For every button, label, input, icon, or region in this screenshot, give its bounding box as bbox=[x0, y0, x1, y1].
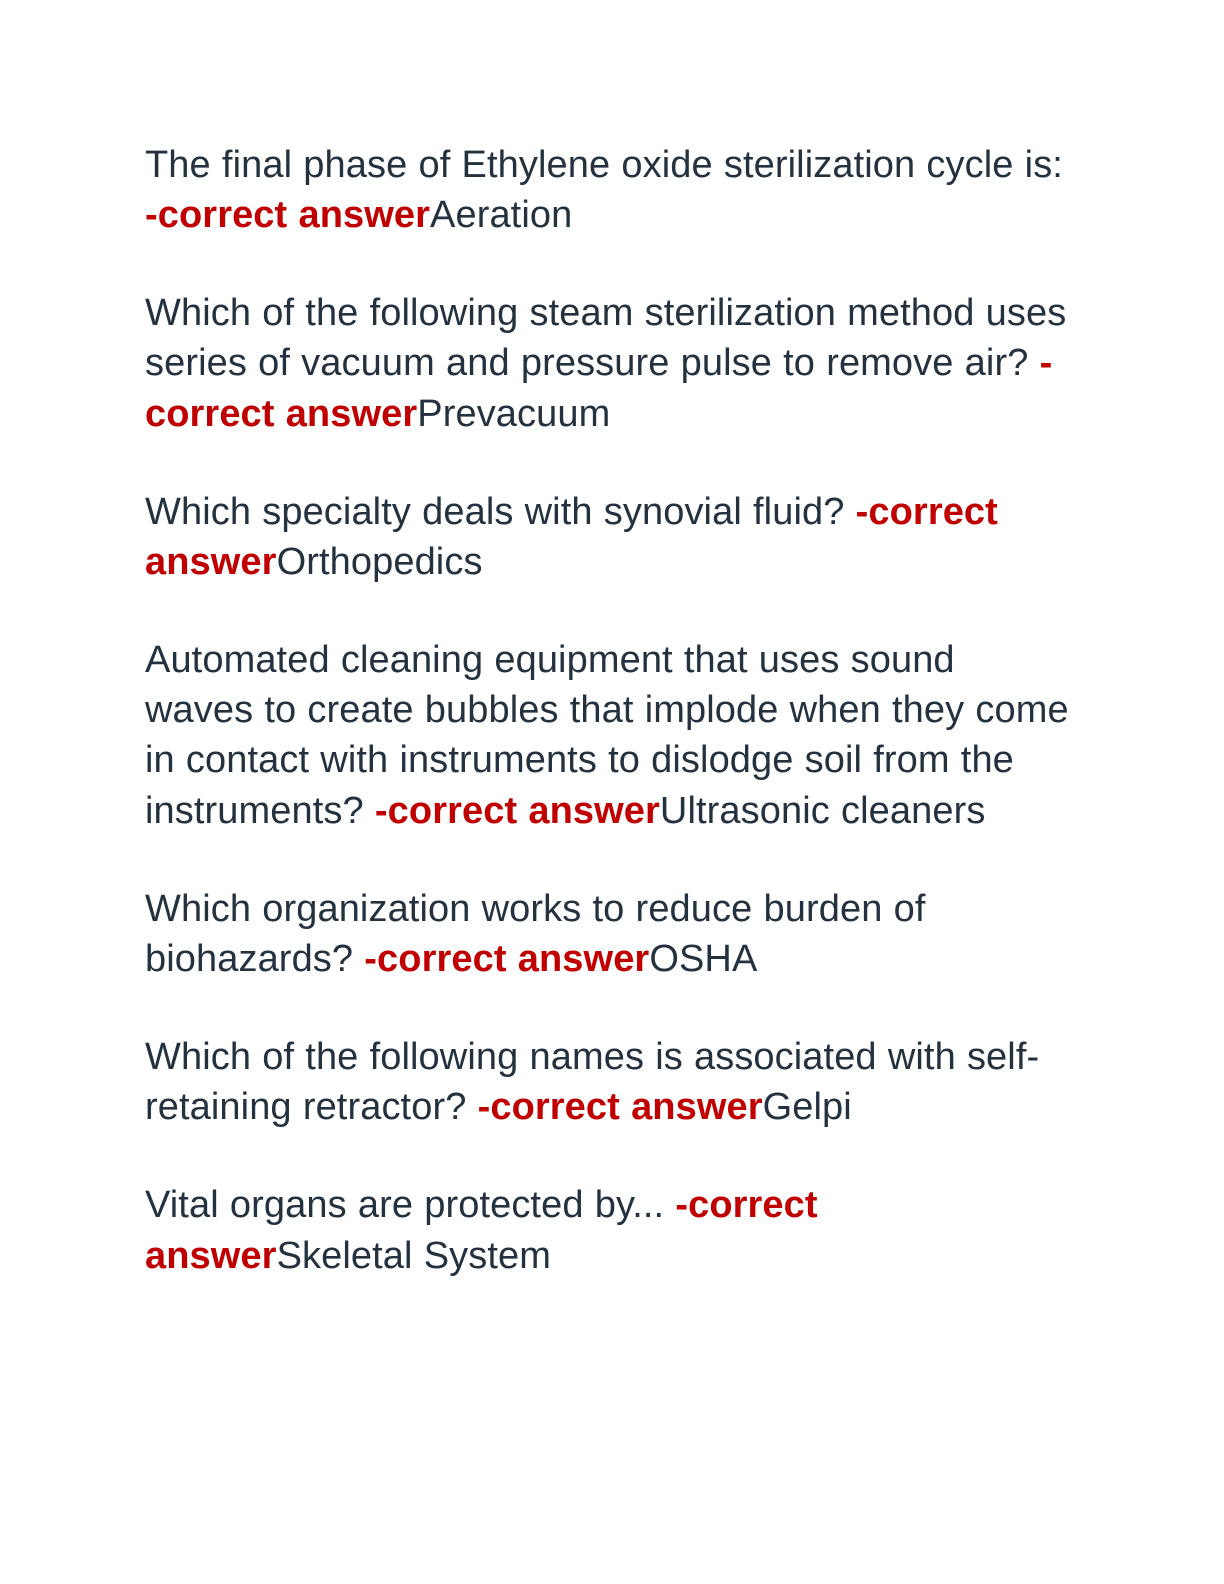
answer-text: Skeletal System bbox=[276, 1234, 552, 1277]
correct-answer-tag: -correct answer bbox=[364, 937, 650, 980]
answer-text: OSHA bbox=[649, 937, 758, 980]
qa-item bbox=[145, 1180, 1069, 1280]
correct-answer-tag: -correct answer bbox=[374, 789, 660, 832]
question-text: The final phase of Ethylene oxide sterilization cycle is: bbox=[145, 144, 1063, 186]
answer-text: Orthopedics bbox=[276, 540, 483, 583]
qa-item bbox=[145, 288, 1069, 438]
question-text: Which organization works to reduce burden of biohazards? bbox=[145, 887, 926, 980]
question-text: Which specialty deals with synovial fluid? bbox=[145, 490, 856, 533]
correct-answer-tag: -correct answer bbox=[145, 194, 431, 237]
correct-answer-tag: -correct answer bbox=[145, 342, 1053, 435]
question-text: Which of the following names is associated with self-retaining retractor? bbox=[145, 1036, 1040, 1129]
correct-answer-tag: -correct answer bbox=[145, 1184, 818, 1277]
question-text: Which of the following steam sterilization method uses series of vacuum and pressure pulse to remove air? bbox=[145, 292, 1067, 385]
question-answer-list bbox=[145, 140, 1069, 1281]
question-text: Automated cleaning equipment that uses sound waves to create bubbles that implode when they come in contact with instruments to dislodge soil from the instruments? bbox=[145, 639, 1069, 832]
correct-answer-tag: -correct answer bbox=[145, 490, 998, 583]
qa-item bbox=[145, 635, 1069, 836]
qa-item bbox=[145, 487, 1069, 587]
question-text: Vital organs are protected by... bbox=[145, 1184, 676, 1227]
answer-text: Gelpi bbox=[762, 1086, 852, 1129]
qa-item bbox=[145, 884, 1069, 984]
qa-item bbox=[145, 140, 1069, 240]
answer-text: Aeration bbox=[430, 194, 573, 237]
correct-answer-tag: -correct answer bbox=[477, 1086, 763, 1129]
qa-item bbox=[145, 1032, 1069, 1132]
answer-text: Ultrasonic cleaners bbox=[659, 789, 986, 832]
answer-text: Prevacuum bbox=[417, 392, 611, 435]
